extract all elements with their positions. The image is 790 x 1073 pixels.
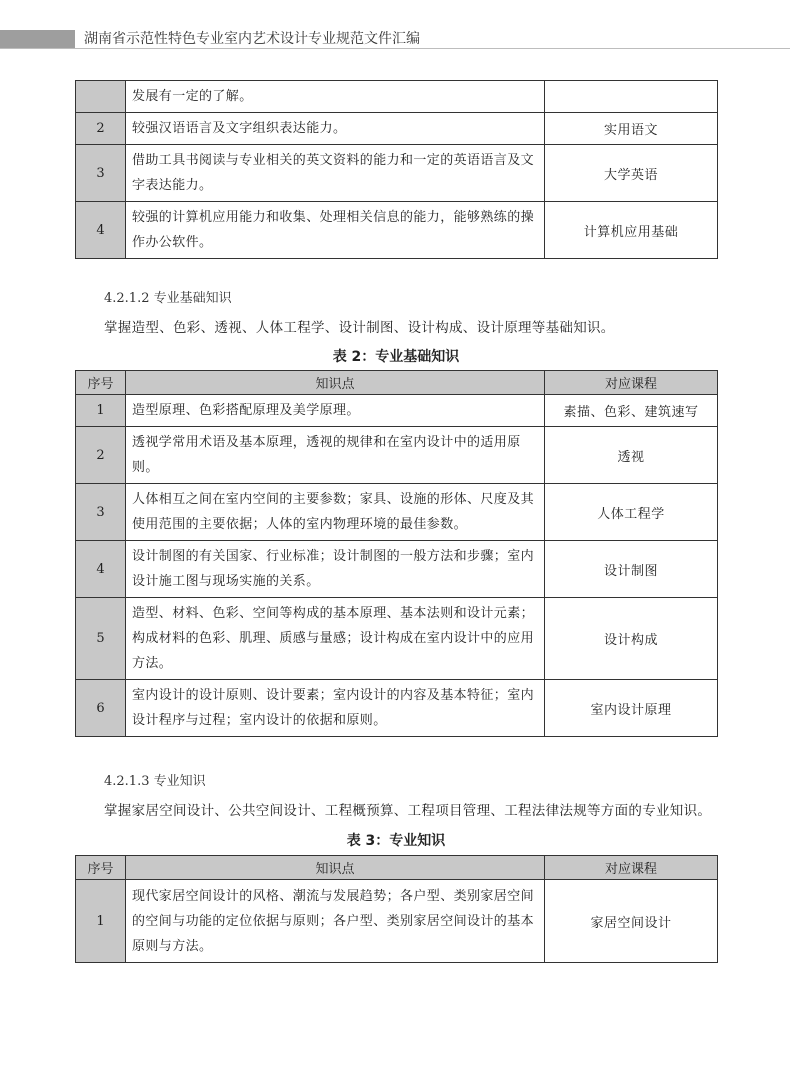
knowledge-cell: 室内设计的设计原则、设计要素；室内设计的内容及基本特征；室内设计程序与过程；室内设计的依据和原则。 [126,680,545,737]
knowledge-cell: 借助工具书阅读与专业相关的英文资料的能力和一定的英语语言及文字表达能力。 [126,145,545,202]
table-professional-knowledge [75,855,718,963]
row-number: 4 [76,541,126,598]
row-number: 3 [76,484,126,541]
knowledge-cell: 设计制图的有关国家、行业标准；设计制图的一般方法和步骤；室内设计施工图与现场实施的关系。 [126,541,545,598]
table-general-knowledge [75,80,718,259]
column-header-number: 序号 [76,371,126,395]
course-cell: 设计制图 [545,541,718,598]
course-cell: 室内设计原理 [545,680,718,737]
knowledge-cell: 造型原理、色彩搭配原理及美学原理。 [126,395,545,427]
table-row [76,81,718,113]
table-row [76,395,718,427]
table-row [76,598,718,680]
table-row [76,427,718,484]
header-divider [0,48,790,49]
row-number: 2 [76,427,126,484]
column-header-course: 对应课程 [545,371,718,395]
table-row [76,880,718,963]
row-number [76,81,126,113]
course-cell: 家居空间设计 [545,880,718,963]
course-cell: 人体工程学 [545,484,718,541]
table-header-row [76,856,718,880]
table-caption: 表 2：专业基础知识 [332,349,460,365]
row-number: 5 [76,598,126,680]
row-number: 2 [76,113,126,145]
table-row [76,113,718,145]
header-band [0,30,75,48]
table-caption: 表 3：专业知识 [346,833,446,849]
course-cell: 实用语文 [545,113,718,145]
course-cell [545,81,718,113]
course-cell: 计算机应用基础 [545,202,718,259]
row-number: 1 [76,395,126,427]
knowledge-cell: 发展有一定的了解。 [126,81,545,113]
course-cell: 大学英语 [545,145,718,202]
table-foundation-knowledge [75,370,718,737]
section-heading: 4.2.1.3 专业知识 [104,774,206,789]
section-paragraph: 掌握造型、色彩、透视、人体工程学、设计制图、设计构成、设计原理等基础知识。 [104,320,615,336]
table-row [76,202,718,259]
knowledge-cell: 透视学常用术语及基本原理，透视的规律和在室内设计中的适用原则。 [126,427,545,484]
section-heading: 4.2.1.2 专业基础知识 [104,291,232,306]
row-number: 3 [76,145,126,202]
row-number: 1 [76,880,126,963]
column-header-course: 对应课程 [545,856,718,880]
column-header-knowledge: 知识点 [126,856,545,880]
knowledge-cell: 较强汉语语言及文字组织表达能力。 [126,113,545,145]
row-number: 6 [76,680,126,737]
table-header-row [76,371,718,395]
section-paragraph: 掌握家居空间设计、公共空间设计、工程概预算、工程项目管理、工程法律法规等方面的专业知识。 [104,803,712,819]
column-header-knowledge: 知识点 [126,371,545,395]
knowledge-cell: 现代家居空间设计的风格、潮流与发展趋势；各户型、类别家居空间的空间与功能的定位依据与原则；各户型、类别家居空间设计的基本原则与方法。 [126,880,545,963]
table-row [76,484,718,541]
course-cell: 素描、色彩、建筑速写 [545,395,718,427]
table-row [76,145,718,202]
knowledge-cell: 人体相互之间在室内空间的主要参数；家具、设施的形体、尺度及其使用范围的主要依据；人体的室内物理环境的最佳参数。 [126,484,545,541]
course-cell: 设计构成 [545,598,718,680]
running-header: 湖南省示范性特色专业室内艺术设计专业规范文件汇编 [84,31,420,47]
table-row [76,680,718,737]
column-header-number: 序号 [76,856,126,880]
knowledge-cell: 造型、材料、色彩、空间等构成的基本原理、基本法则和设计元素；构成材料的色彩、肌理、质感与量感；设计构成在室内设计中的应用方法。 [126,598,545,680]
course-cell: 透视 [545,427,718,484]
row-number: 4 [76,202,126,259]
table-row [76,541,718,598]
knowledge-cell: 较强的计算机应用能力和收集、处理相关信息的能力，能够熟练的操作办公软件。 [126,202,545,259]
